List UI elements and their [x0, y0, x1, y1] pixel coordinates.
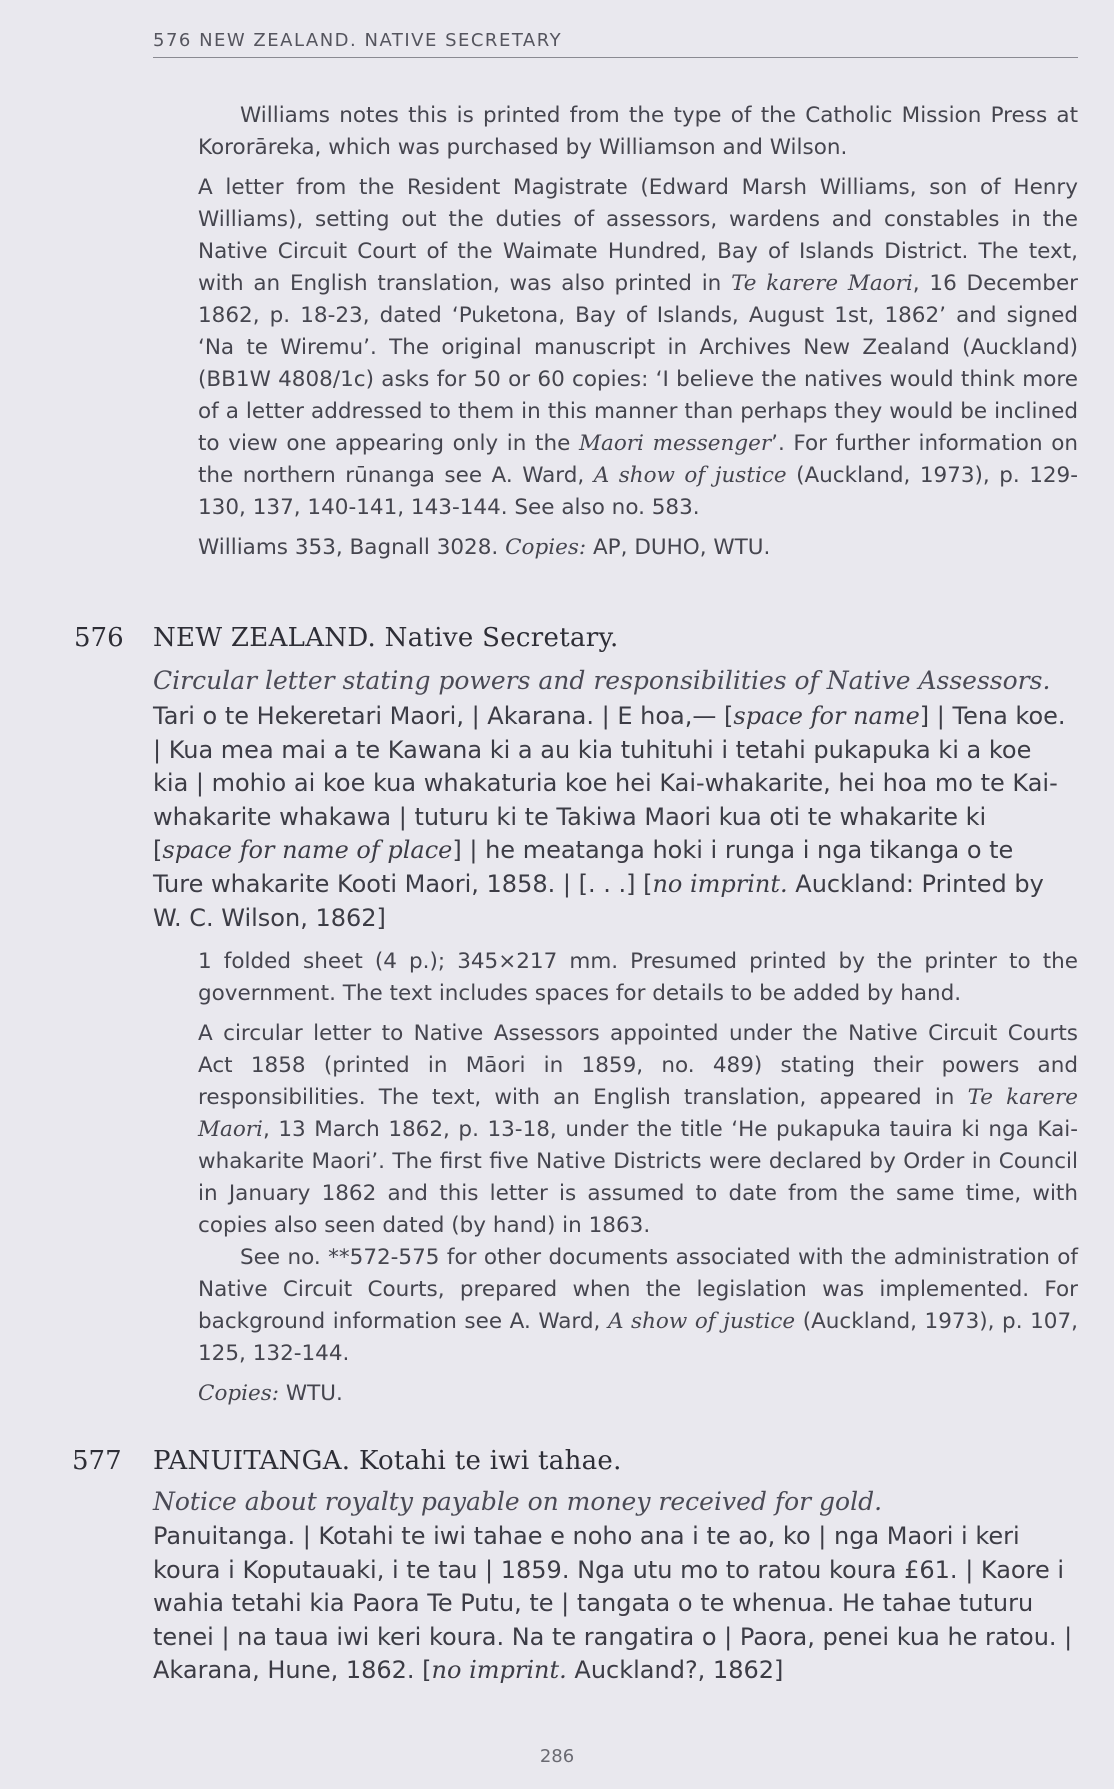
- note-italic: A show of justice: [593, 463, 787, 488]
- transcription-text: Auckland: Printed by W. C. Wilson, 1862]: [153, 869, 1044, 932]
- transcription-italic: no imprint.: [431, 1656, 567, 1685]
- transcription-italic: space for name: [733, 702, 920, 730]
- transcription-text: Auckland?, 1862]: [566, 1656, 784, 1685]
- note-text: (Auckland, 1973), p. 107, 125, 132-144.: [198, 1309, 1078, 1366]
- prev-entry-notes: [198, 100, 1078, 564]
- note-text: 1 folded sheet (4 p.); 345×217 mm. Presumed printed by the printer to the government. The text includes spaces for details to be added by hand.: [198, 949, 1078, 1006]
- entry-number: 577: [72, 1446, 122, 1476]
- prev-entry-note-1: [198, 100, 1078, 164]
- entry-number: 576: [74, 623, 124, 653]
- note-italic: Te karere Maori: [198, 1085, 1078, 1142]
- note-text: A circular letter to Native Assessors appointed under the Native Circuit Courts Act 1858 (printed in Māori in 1859, no. 489) stating their powers and responsibilities. The text, with an English translation, appeared in: [198, 1021, 1078, 1110]
- entry-transcription: [153, 1520, 1078, 1688]
- note-italic: Copies:: [505, 535, 587, 560]
- entry-note-3: [198, 1242, 1078, 1370]
- note-italic: Te karere Maori: [731, 271, 913, 296]
- transcription-text: Panuitanga. | Kotahi te iwi tahae e noho ana i te ao, ko | nga Maori i keri koura i Koputauaki, i te tau | 1859. Nga utu mo to ratou koura £61. | Kaore i wahia tetahi kia Paora Te Putu, te | tangata o te whenua. He tahae tuturu tenei | na taua iwi keri koura. Na te rangatira o | Paora, penei kua he ratou. | Akarana, Hune, 1862. [: [153, 1522, 1073, 1685]
- note-text: Williams notes this is printed from the type of the Catholic Mission Press at Kororāreka, which was purchased by Williamson and Wilson.: [198, 103, 1078, 160]
- note-text: See no. **572-575 for other documents associated with the administration of Native Circuit Courts, prepared when the legislation was implemented. For background information see A. Ward,: [198, 1245, 1078, 1334]
- note-text: (Auckland, 1973), p. 129-130, 137, 140-141, 143-144. See also no. 583.: [198, 463, 1078, 520]
- note-italic: Maori messenger: [579, 431, 772, 456]
- note-text: A letter from the Resident Magistrate (Edward Marsh Williams, son of Henry Williams), setting out the duties of assessors, wardens and constables in the Native Circuit Court of the Waimate Hundred, Bay of Islands District. The text, with an English translation, was also printed in: [198, 175, 1078, 296]
- note-italic: A show of justice: [607, 1309, 796, 1334]
- entry-576-notes: [198, 946, 1078, 1410]
- entry-heading: PANUITANGA. Kotahi te iwi tahae.: [153, 1446, 622, 1476]
- prev-entry-note-2: [198, 172, 1078, 524]
- transcription-text: ] | Tena koe. | Kua mea mai a te Kawana ki a au kia tuhituhi i tetahi pukapuka ki a koe kia | mohio ai koe kua whakaturia koe hei Kai-whakarite, hei hoa mo te Kai-whakarite whakawa | tuturu ki te Takiwa Maori kua oti te whakarite ki [: [153, 702, 1066, 865]
- note-text: Williams 353, Bagnall 3028.: [198, 535, 506, 560]
- transcription-text: ] | he meatanga hoki i runga i nga tikanga o te Ture whakarite Kooti Maori, 1858. | [. . .] [: [153, 836, 1014, 898]
- entry-note-2: [198, 1018, 1078, 1242]
- note-text: WTU.: [279, 1381, 343, 1406]
- entry-note-1: [198, 946, 1078, 1010]
- note-text: , 16 December 1862, p. 18-23, dated ‘Puketona, Bay of Islands, August 1st, 1862’ and signed ‘Na te Wiremu’. The original manuscript in Archives New Zealand (Auckland) (BB1W 4808/1c) asks for 50 or 60 copies: ‘I believe the natives would think more of a letter addressed to them in this manner than perhaps they would be inclined to view one appearing only in the: [198, 271, 1079, 456]
- page-number: 286: [539, 1746, 575, 1767]
- note-text: AP, DUHO, WTU.: [586, 535, 771, 560]
- entry-subtitle: Circular letter stating powers and responsibilities of Native Assessors.: [153, 666, 1051, 695]
- transcription-italic: no imprint.: [652, 869, 788, 898]
- entry-transcription: [153, 700, 1068, 935]
- note-text: ’. For further information on the northern rūnanga see A. Ward,: [198, 431, 1079, 488]
- running-head: 576 NEW ZEALAND. NATIVE SECRETARY: [153, 30, 1078, 58]
- entry-heading: NEW ZEALAND. Native Secretary.: [153, 623, 619, 653]
- transcription-text: Tari o te Hekeretari Maori, | Akarana. | E hoa,— [: [153, 702, 734, 730]
- prev-entry-note-3: [198, 532, 1078, 564]
- entry-note-4: [198, 1378, 1078, 1410]
- note-italic: Copies:: [198, 1381, 280, 1406]
- note-text: , 13 March 1862, p. 13-18, under the title ‘He pukapuka tauira ki nga Kai-whakarite Maori’. The first five Native Districts were declared by Order in Council in January 1862 and this letter is assumed to date from the same time, with copies also seen dated (by hand) in 1863.: [198, 1117, 1078, 1238]
- entry-subtitle: Notice about royalty payable on money received for gold.: [153, 1487, 883, 1516]
- transcription-italic: space for name of place: [162, 836, 453, 865]
